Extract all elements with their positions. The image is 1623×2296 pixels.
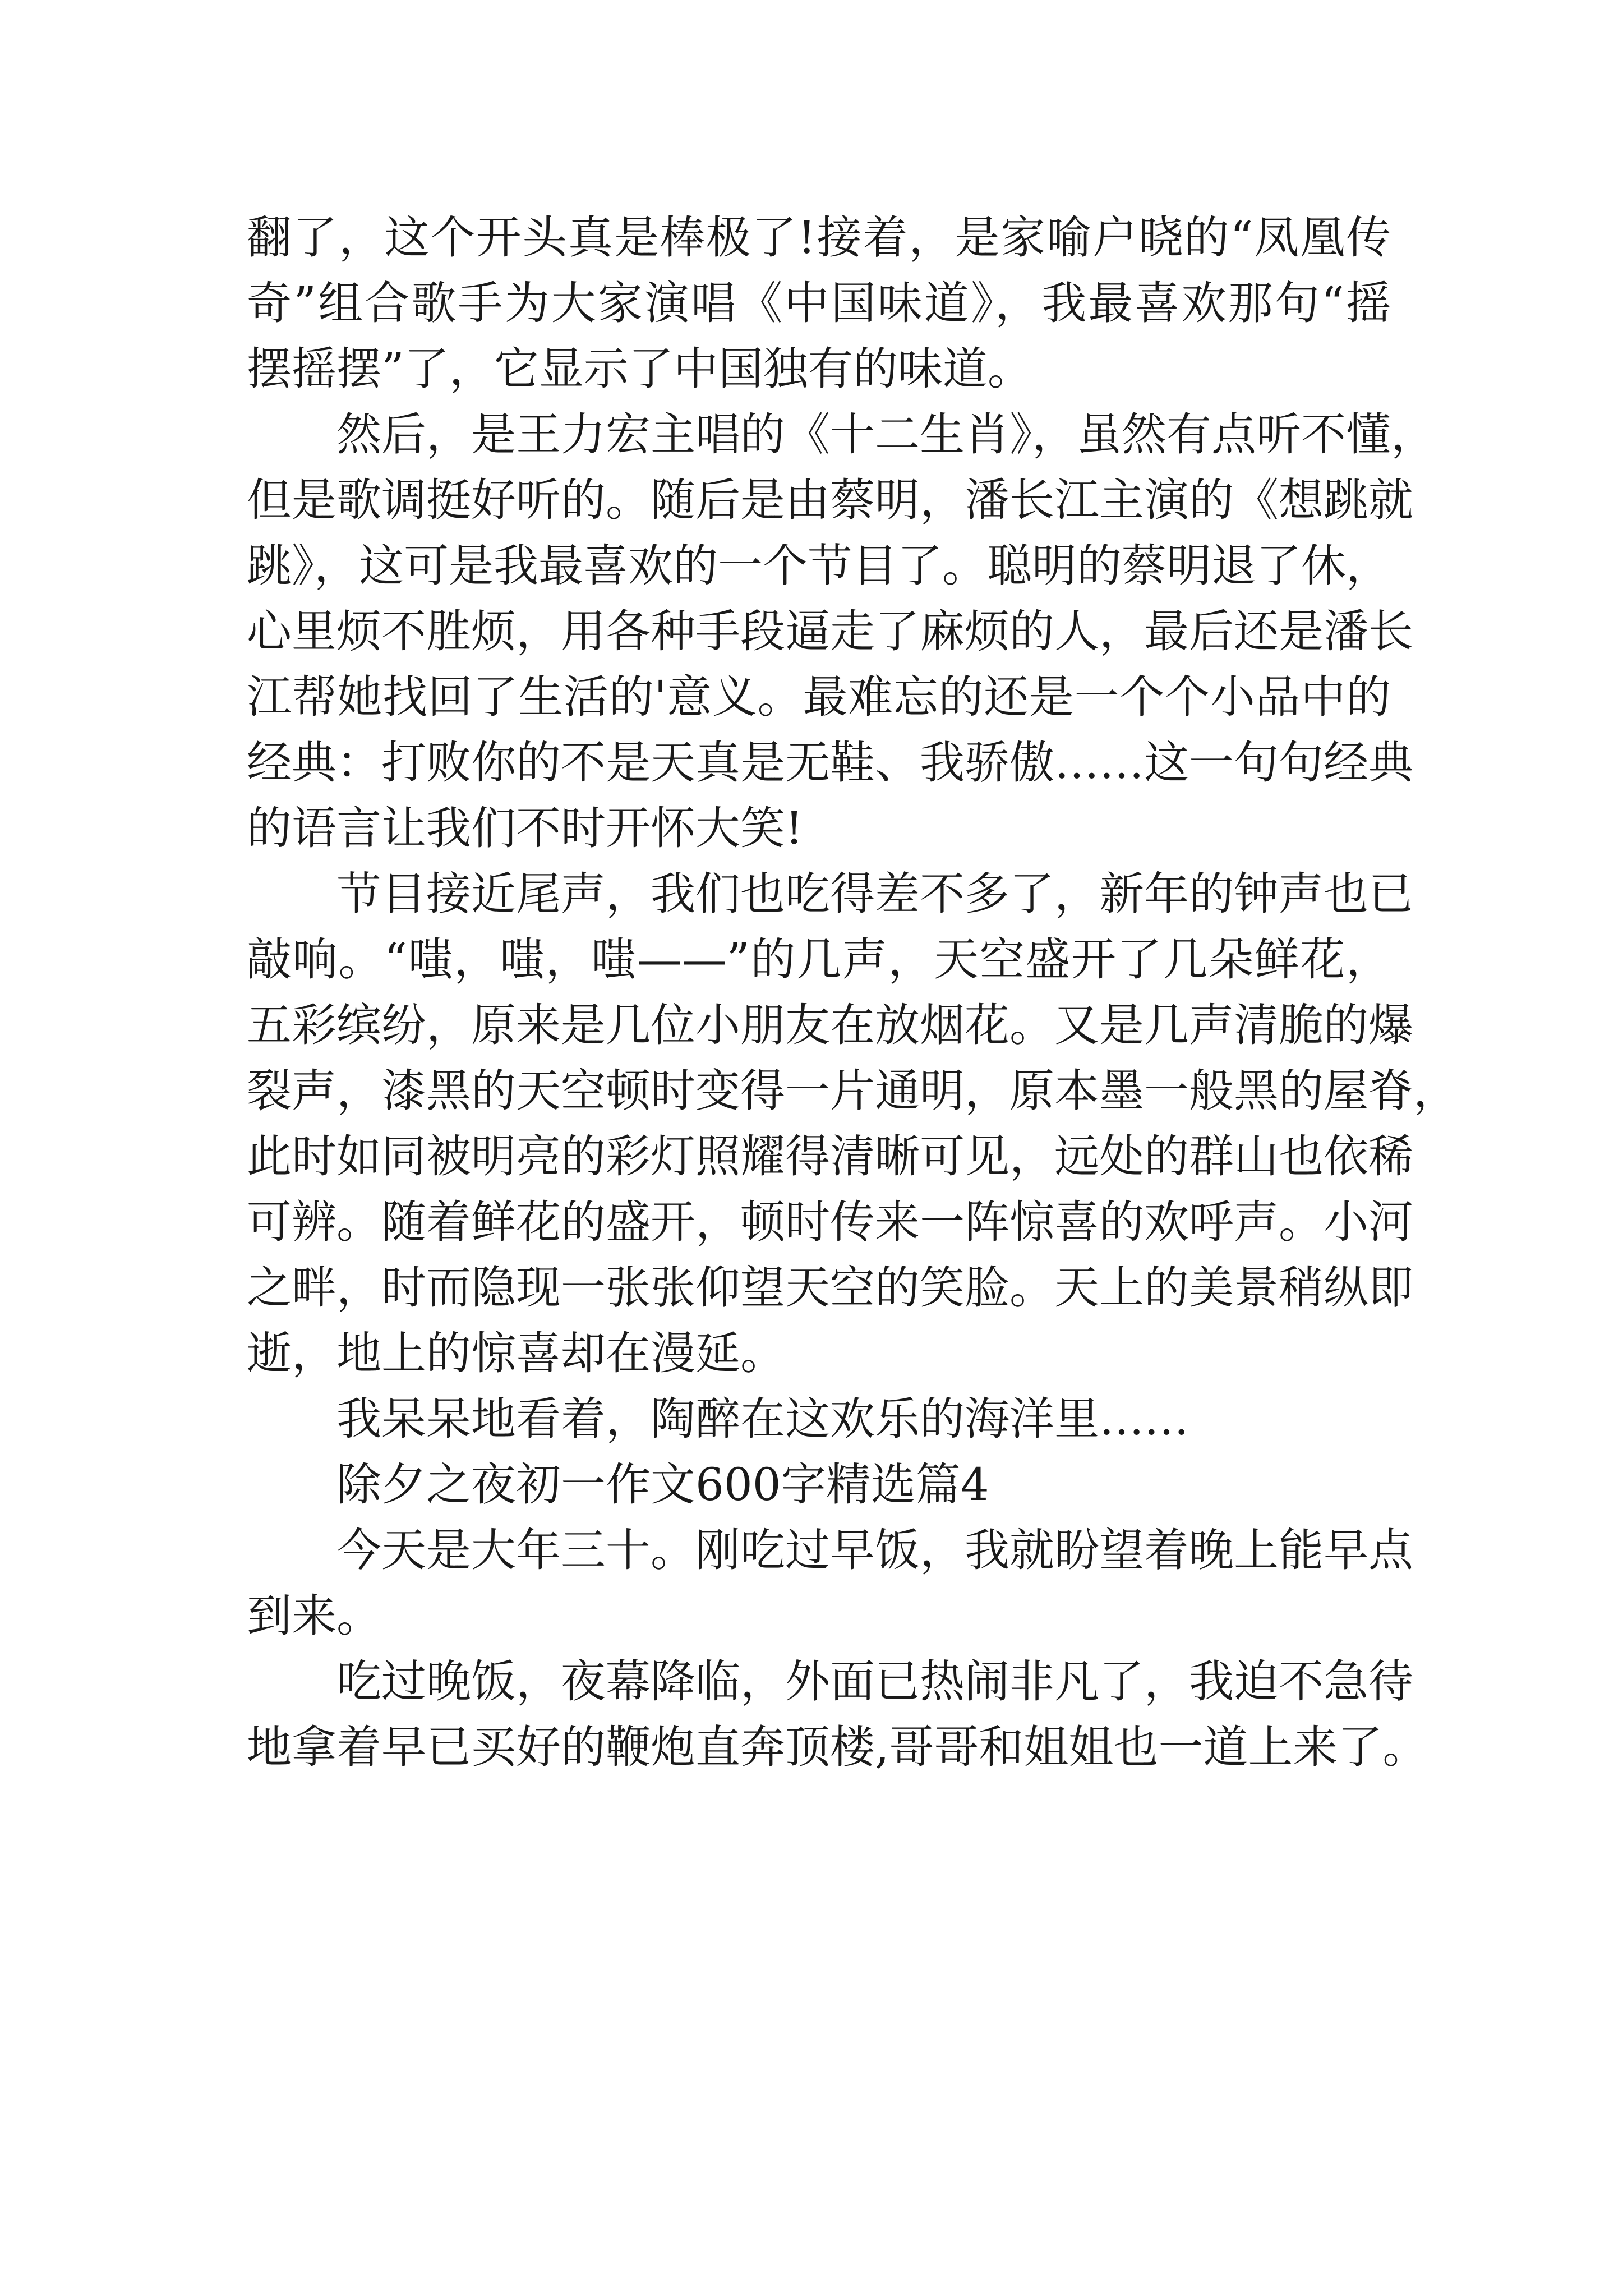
heading-line: 除夕之夜初一作文600字精选篇4 xyxy=(336,1458,989,1511)
text-line: 到来。 xyxy=(247,1590,381,1642)
text-line: 裂声，漆黑的天空顿时变得一片通明，原本墨一般黑的屋脊， xyxy=(247,1065,1458,1117)
text-line: 逝，地上的惊喜却在漫延。 xyxy=(247,1327,785,1379)
text-line: 奇”组合歌手为大家演唱《中国味道》，我最喜欢那句“摇 xyxy=(247,277,1391,329)
text-line: 然后，是王力宏主唱的《十二生肖》，虽然有点听不懂， xyxy=(336,408,1436,461)
text-line: 吃过晚饭，夜幕降临，外面已热闹非凡了，我迫不急待 xyxy=(336,1655,1413,1708)
text-line: 但是歌调挺好听的。随后是由蔡明，潘长江主演的《想跳就 xyxy=(247,474,1413,526)
text-line: 敲响。“嗤，嗤，嗤——”的几声，天空盛开了几朵鲜花， xyxy=(247,933,1391,986)
text-line: 节目接近尾声，我们也吃得差不多了，新年的钟声也已 xyxy=(336,868,1413,920)
text-line: 心里烦不胜烦，用各种手段逼走了麻烦的人，最后还是潘长 xyxy=(247,605,1413,657)
paragraph-5 xyxy=(247,1517,1413,1649)
text-line: 之畔，时而隐现一张张仰望天空的笑脸。天上的美景稍纵即 xyxy=(247,1262,1413,1314)
text-line: 经典：打败你的不是天真是无鞋、我骄傲……这一句句经典 xyxy=(247,737,1413,789)
text-line: 地拿着早已买好的鞭炮直奔顶楼,哥哥和姐姐也一道上来了。 xyxy=(247,1721,1428,1773)
text-line: 五彩缤纷，原来是几位小朋友在放烟花。又是几声清脆的爆 xyxy=(247,999,1413,1051)
paragraph-2 xyxy=(247,402,1436,861)
text-line: 我呆呆地看着，陶醉在这欢乐的海洋里…… xyxy=(336,1393,1189,1445)
section-heading xyxy=(247,1452,1391,1517)
text-line: 可辨。随着鲜花的盛开，顿时传来一阵惊喜的欢呼声。小河 xyxy=(247,1196,1413,1248)
text-line: 摆摇摆”了，它显示了中国独有的味道。 xyxy=(247,343,1032,395)
text-line: 的语言让我们不时开怀大笑! xyxy=(247,802,804,854)
text-line: 今天是大年三十。刚吃过早饭，我就盼望着晚上能早点 xyxy=(336,1524,1413,1576)
text-line: 跳》，这可是我最喜欢的一个节目了。聪明的蔡明退了休， xyxy=(247,540,1391,592)
text-line: 江帮她找回了生活的'意义。最难忘的还是一个个小品中的 xyxy=(247,671,1391,723)
paragraph-4 xyxy=(247,1386,1391,1452)
text-line: 翻了，这个开头真是棒极了!接着，是家喻户晓的“凤凰传 xyxy=(247,211,1391,264)
paragraph-1 xyxy=(247,205,1391,402)
paragraph-3 xyxy=(247,861,1458,1386)
body-text xyxy=(247,205,1458,1780)
text-line: 此时如同被明亮的彩灯照耀得清晰可见，远处的群山也依稀 xyxy=(247,1130,1413,1182)
paragraph-6 xyxy=(247,1649,1428,1780)
